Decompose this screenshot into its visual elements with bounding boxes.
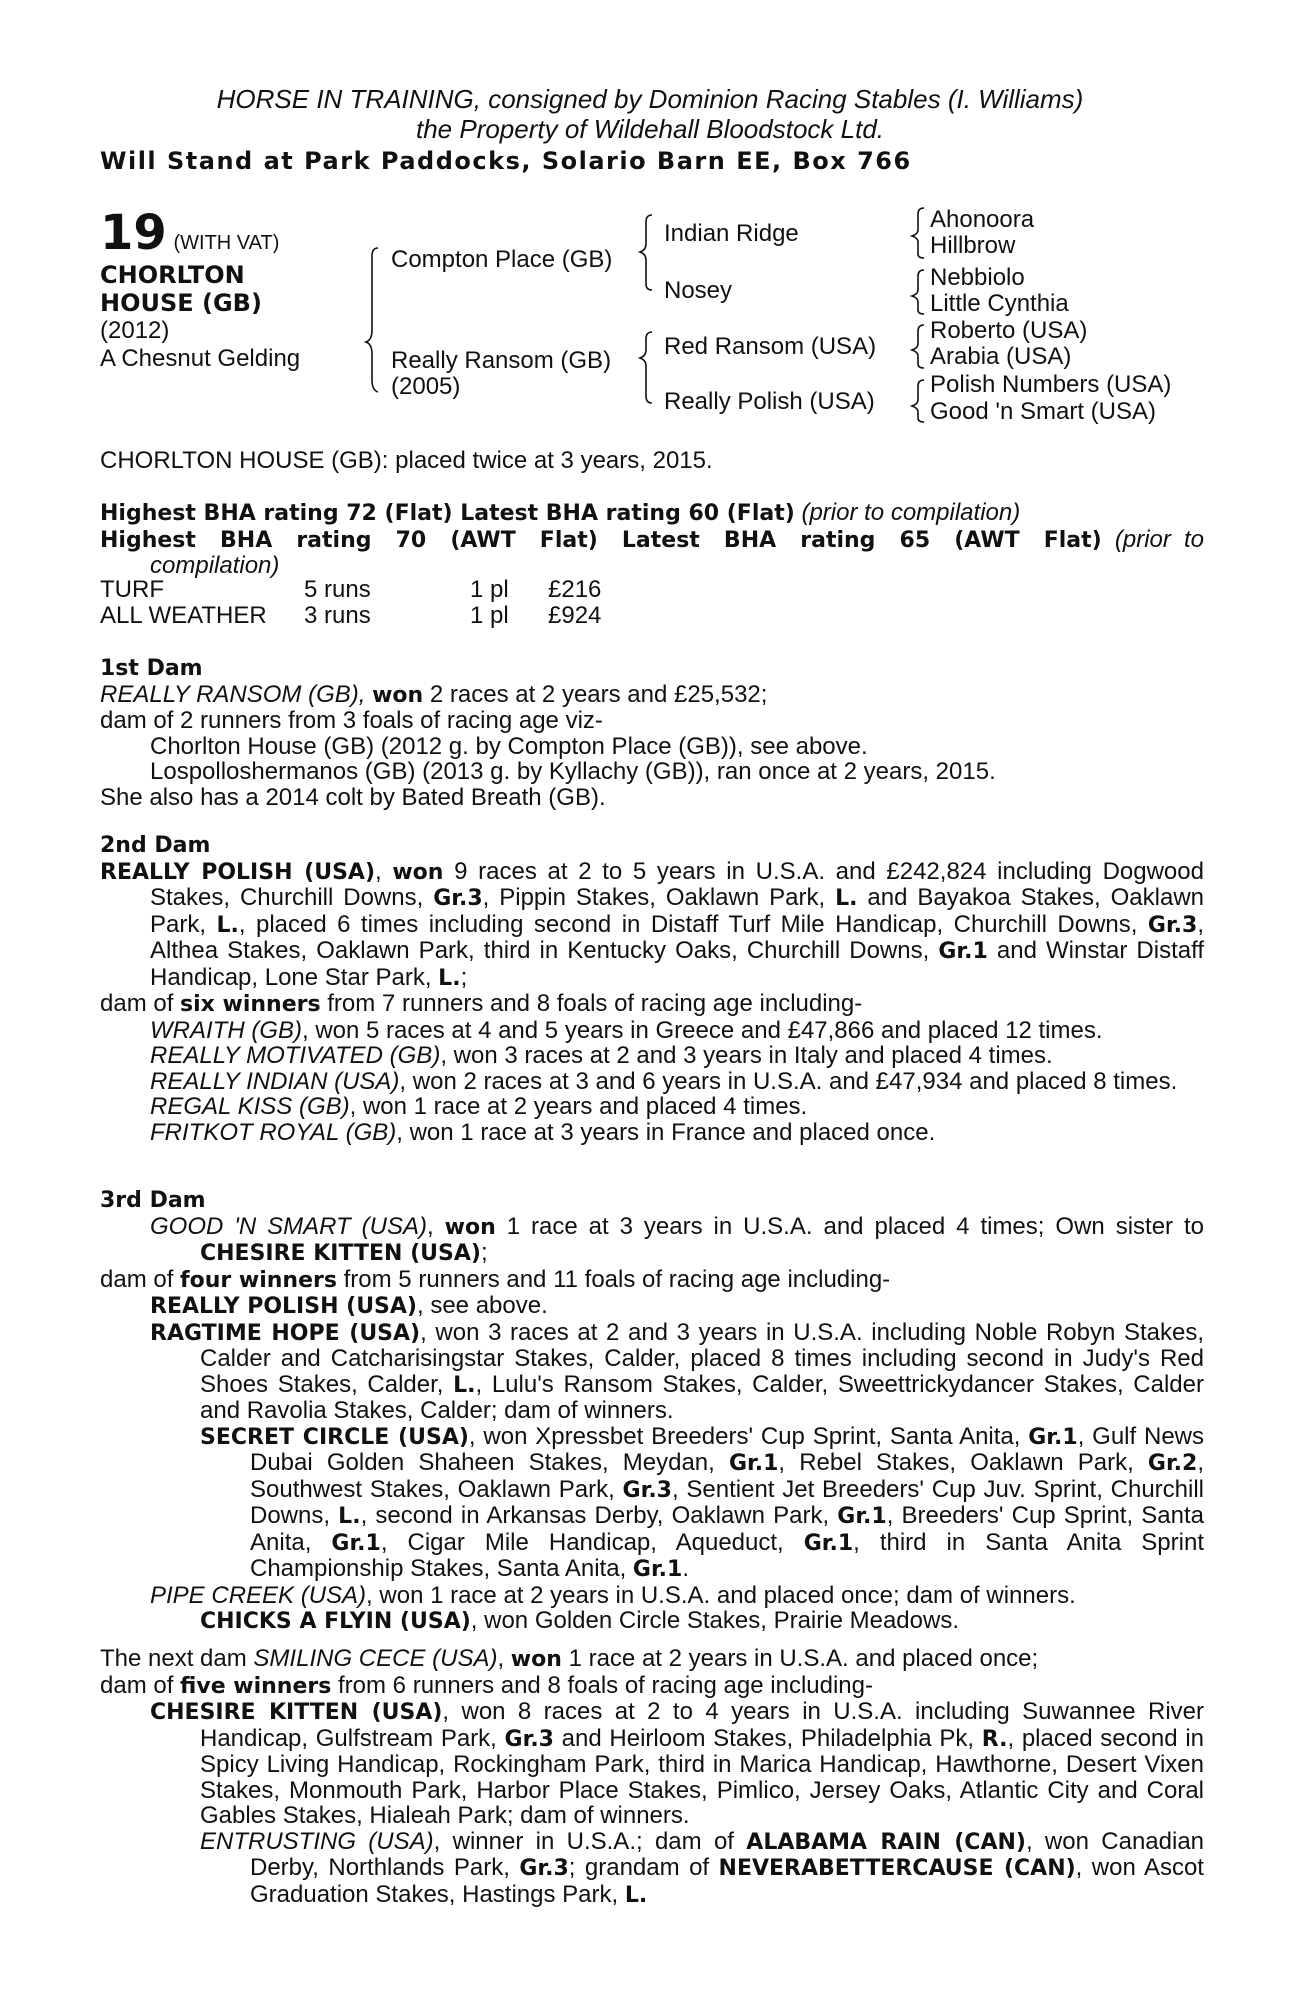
lot-number: 19	[100, 205, 167, 261]
produce-item: CHESIRE KITTEN (USA), won 8 races at 2 to 4 years in U.S.A. including Suwannee River Handicap, Gulfstream Park, Gr.3 and Heirloom Stakes, Philadelphia Pk, R., placed second in Spicy Living Handicap, Rockingham Park, third in Marica Handicap, Hawthorne, Desert Vixen Stakes, Monmouth Park, Harbor Place Stakes, Pimlico, Jersey Oaks, Atlantic City and Coral Gables Stakes, Hialeah Park; dam of winners.	[150, 1698, 1205, 1829]
dam-sire: Red Ransom (USA)	[664, 333, 877, 360]
foaling-year: (2012)	[100, 317, 170, 344]
produce-item: SECRET CIRCLE (USA), won Xpressbet Breeders' Cup Sprint, Santa Anita, Gr.1, Gulf News Dubai Golden Shaheen Stakes, Meydan, Gr.1, Rebel Stakes, Oaklawn Park, Gr.2, Southwest Stakes, Oaklawn Park, Gr.3, Sentient Jet Breeders' Cup Juv. Sprint, Churchill Downs, L., second in Arkansas Derby, Oaklawn Park, Gr.1, Breeders' Cup Sprint, Santa Anita, Gr.1, Cigar Mile Handicap, Aqueduct, Gr.1, third in Santa Anita Sprint Championship Stakes, Santa Anita, Gr.1.	[200, 1422, 1204, 1582]
ss-sire: Ahonoora	[930, 206, 1035, 233]
produce-item: PIPE CREEK (USA), won 1 race at 2 years in U.S.A. and placed once; dam of winners.	[150, 1581, 1076, 1609]
record-aw-runs: 3 runs	[304, 602, 371, 629]
race-summary: CHORLTON HOUSE (GB): placed twice at 3 years, 2015.	[100, 447, 713, 474]
sd-dam: Little Cynthia	[930, 290, 1069, 317]
second-dam-title: 2nd Dam	[100, 833, 211, 858]
ss-dam: Hillbrow	[930, 232, 1016, 259]
rating-note1: (prior to compilation)	[801, 499, 1021, 526]
second-dam-name: REALLY POLISH (USA)	[100, 859, 375, 885]
property-line: the Property of Wildehall Bloodstock Ltd.	[415, 114, 884, 144]
third-dam-name: GOOD 'N SMART (USA)	[150, 1212, 428, 1240]
horse-name-line2: HOUSE (GB)	[100, 289, 262, 317]
rating-note2b: compilation)	[150, 552, 280, 579]
rating-line1: Highest BHA rating 72 (Flat) Latest BHA rating 60 (Flat)	[100, 501, 795, 526]
horse-name-line1: CHORLTON	[100, 261, 245, 289]
first-dam-name: REALLY RANSOM (GB),	[100, 680, 366, 708]
dd-sire: Polish Numbers (USA)	[930, 371, 1172, 398]
consignor-line: HORSE IN TRAINING, consigned by Dominion Racing Stables (I. Williams)	[216, 84, 1084, 114]
rating-note2: (prior to	[1114, 525, 1204, 553]
record-aw-surface: ALL WEATHER	[100, 602, 267, 629]
dam-dam: Really Polish (USA)	[664, 388, 875, 415]
first-dam-title: 1st Dam	[100, 656, 203, 681]
record-aw-placed: 1 pl	[470, 602, 509, 629]
sire-dam: Nosey	[664, 277, 733, 304]
record-turf-surface: TURF	[100, 576, 164, 603]
ratings-block	[100, 500, 1204, 579]
dd-dam: Good 'n Smart (USA)	[930, 398, 1156, 425]
produce-item: REALLY POLISH (USA), see above.	[150, 1292, 548, 1319]
produce-item: REALLY MOTIVATED (GB), won 3 races at 2 and 3 years in Italy and placed 4 times.	[150, 1042, 1053, 1069]
ds-dam: Arabia (USA)	[930, 343, 1072, 370]
sire-sire: Indian Ridge	[664, 220, 799, 247]
first-dam-section: 1st Dam REALLY RANSOM (GB), won 2 races at 2 years and £25,532; dam of 2 runners from 3 foals of racing age viz- Chorlton House (GB) (2012 g. by Compton Place (GB)), see above. Lospolloshermanos (GB) (2013 g. by Kyllachy (GB)), ran once at 2 years, 2015. She also has a 2014 colt by Bated Breath (GB).	[100, 656, 1204, 810]
venue-line: Will Stand at Park Paddocks, Solario Barn EE, Box 766	[100, 147, 912, 175]
horse-description: A Chesnut Gelding	[100, 345, 301, 372]
first-dam-produce: dam of 2 runners from 3 foals of racing age viz-	[100, 707, 603, 734]
produce-item: REALLY INDIAN (USA), won 2 races at 3 and 6 years in U.S.A. and £47,934 and placed 8 times.	[150, 1067, 1178, 1095]
produce-item: RAGTIME HOPE (USA), won 3 races at 2 and 3 years in U.S.A. including Noble Robyn Stakes, Calder and Catcharisingstar Stakes, Calder, placed 8 times including second in Judy's Red Shoes Stakes, Calder, L., Lulu's Ransom Stakes, Calder, Sweettrickydancer Stakes, Calder and Ravolia Stakes, Calder; dam of winners.	[150, 1318, 1204, 1424]
produce-item: FRITKOT ROYAL (GB), won 1 race at 3 years in France and placed once.	[150, 1118, 936, 1146]
sire: Compton Place (GB)	[391, 246, 613, 273]
foal-item: Lospolloshermanos (GB) (2013 g. by Kyllachy (GB)), ran once at 2 years, 2015.	[150, 758, 996, 785]
foal-item: Chorlton House (GB) (2012 g. by Compton Place (GB)), see above.	[150, 732, 868, 760]
next-dam-section: The next dam SMILING CECE (USA), won 1 race at 2 years in U.S.A. and placed once; dam of five winners from 6 runners and 8 foals of racing age including- CHESIRE KITTEN (USA), won 8 races at 2 to 4 years in U.S.A. including Suwannee River Handicap, Gulfstream Park, Gr.3 and Heirloom Stakes, Philadelphia Pk, R., placed second in Spicy Living Handicap, Rockingham Park, third in Marica Handicap, Hawthorne, Desert Vixen Stakes, Monmouth Park, Harbor Place Stakes, Pimlico, Jersey Oaks, Atlantic City and Coral Gables Stakes, Hialeah Park; dam of winners. ENTRUSTING (USA), winner in U.S.A.; dam of ALABAMA RAIN (CAN), won Canadian Derby, Northlands Park, Gr.3; grandam of NEVERABETTERCAUSE (CAN), won Ascot Graduation Stakes, Hastings Park, L.	[100, 1645, 1205, 1908]
ds-sire: Roberto (USA)	[930, 317, 1088, 344]
dam: Really Ransom (GB)	[391, 347, 612, 374]
produce-item: ENTRUSTING (USA), winner in U.S.A.; dam of ALABAMA RAIN (CAN), won Canadian Derby, Northlands Park, Gr.3; grandam of NEVERABETTERCAUSE (CAN), won Ascot Graduation Stakes, Hastings Park, L.	[200, 1827, 1205, 1908]
produce-item: REGAL KISS (GB), won 1 race at 2 years and placed 4 times.	[150, 1093, 808, 1120]
vat-note: (WITH VAT)	[173, 232, 280, 254]
next-dam-name: SMILING CECE (USA)	[253, 1645, 498, 1672]
third-dam-title: 3rd Dam	[100, 1188, 206, 1213]
record-turf-placed: 1 pl	[470, 576, 509, 603]
second-dam-section: 2nd Dam REALLY POLISH (USA), won 9 races at 2 to 5 years in U.S.A. and £242,824 including Dogwood Stakes, Churchill Downs, Gr.3, Pippin Stakes, Oaklawn Park, L. and Bayakoa Stakes, Oaklawn Park, L., placed 6 times including second in Distaff Turf Mile Handicap, Churchill Downs, Gr.3, Althea Stakes, Oaklawn Park, third in Kentucky Oaks, Churchill Downs, Gr.1 and Winstar Distaff Handicap, Lone Star Park, L.; dam of six winners from 7 runners and 8 foals of racing age including- WRAITH (GB), won 5 races at 4 and 5 years in Greece and £47,866 and placed 12 times. REALLY MOTIVATED (GB), won 3 races at 2 and 3 years in Italy and placed 4 times. REALLY INDIAN (USA), won 2 races at 3 and 6 years in U.S.A. and £47,934 and placed 8 times. REGAL KISS (GB), won 1 race at 2 years and placed 4 times. FRITKOT ROYAL (GB), won 1 race at 3 years in France and placed once.	[100, 833, 1204, 1146]
produce-item: WRAITH (GB), won 5 races at 4 and 5 years in Greece and £47,866 and placed 12 times.	[150, 1016, 1103, 1044]
record-turf-runs: 5 runs	[304, 576, 371, 603]
first-dam-extra: She also has a 2014 colt by Bated Breath (GB).	[100, 783, 606, 811]
rating-line2: Highest BHA rating 70 (AWT Flat) Latest BHA rating 65 (AWT Flat)	[100, 527, 1102, 553]
third-dam-section: 3rd Dam GOOD 'N SMART (USA), won 1 race at 3 years in U.S.A. and placed 4 times; Own sister to CHESIRE KITTEN (USA); dam of four winners from 5 runners and 11 foals of racing age including- REALLY POLISH (USA), see above. RAGTIME HOPE (USA), won 3 races at 2 and 3 years in U.S.A. including Noble Robyn Stakes, Calder and Catcharisingstar Stakes, Calder, placed 8 times including second in Judy's Red Shoes Stakes, Calder, L., Lulu's Ransom Stakes, Calder, Sweettrickydancer Stakes, Calder and Ravolia Stakes, Calder; dam of winners. SECRET CIRCLE (USA), won Xpressbet Breeders' Cup Sprint, Santa Anita, Gr.1, Gulf News Dubai Golden Shaheen Stakes, Meydan, Gr.1, Rebel Stakes, Oaklawn Park, Gr.2, Southwest Stakes, Oaklawn Park, Gr.3, Sentient Jet Breeders' Cup Juv. Sprint, Churchill Downs, L., second in Arkansas Derby, Oaklawn Park, Gr.1, Breeders' Cup Sprint, Santa Anita, Gr.1, Cigar Mile Handicap, Aqueduct, Gr.1, third in Santa Anita Sprint Championship Stakes, Santa Anita, Gr.1. PIPE CREEK (USA), won 1 race at 2 years in U.S.A. and placed once; dam of winners. CHICKS A FLYIN (USA), won Golden Circle Stakes, Prairie Meadows.	[100, 1188, 1205, 1634]
sd-sire: Nebbiolo	[930, 264, 1025, 291]
produce-item: CHICKS A FLYIN (USA), won Golden Circle Stakes, Prairie Meadows.	[200, 1607, 959, 1634]
record-turf-prize: £216	[548, 576, 602, 603]
record-aw-prize: £924	[548, 602, 602, 629]
dam-year: (2005)	[391, 373, 461, 400]
